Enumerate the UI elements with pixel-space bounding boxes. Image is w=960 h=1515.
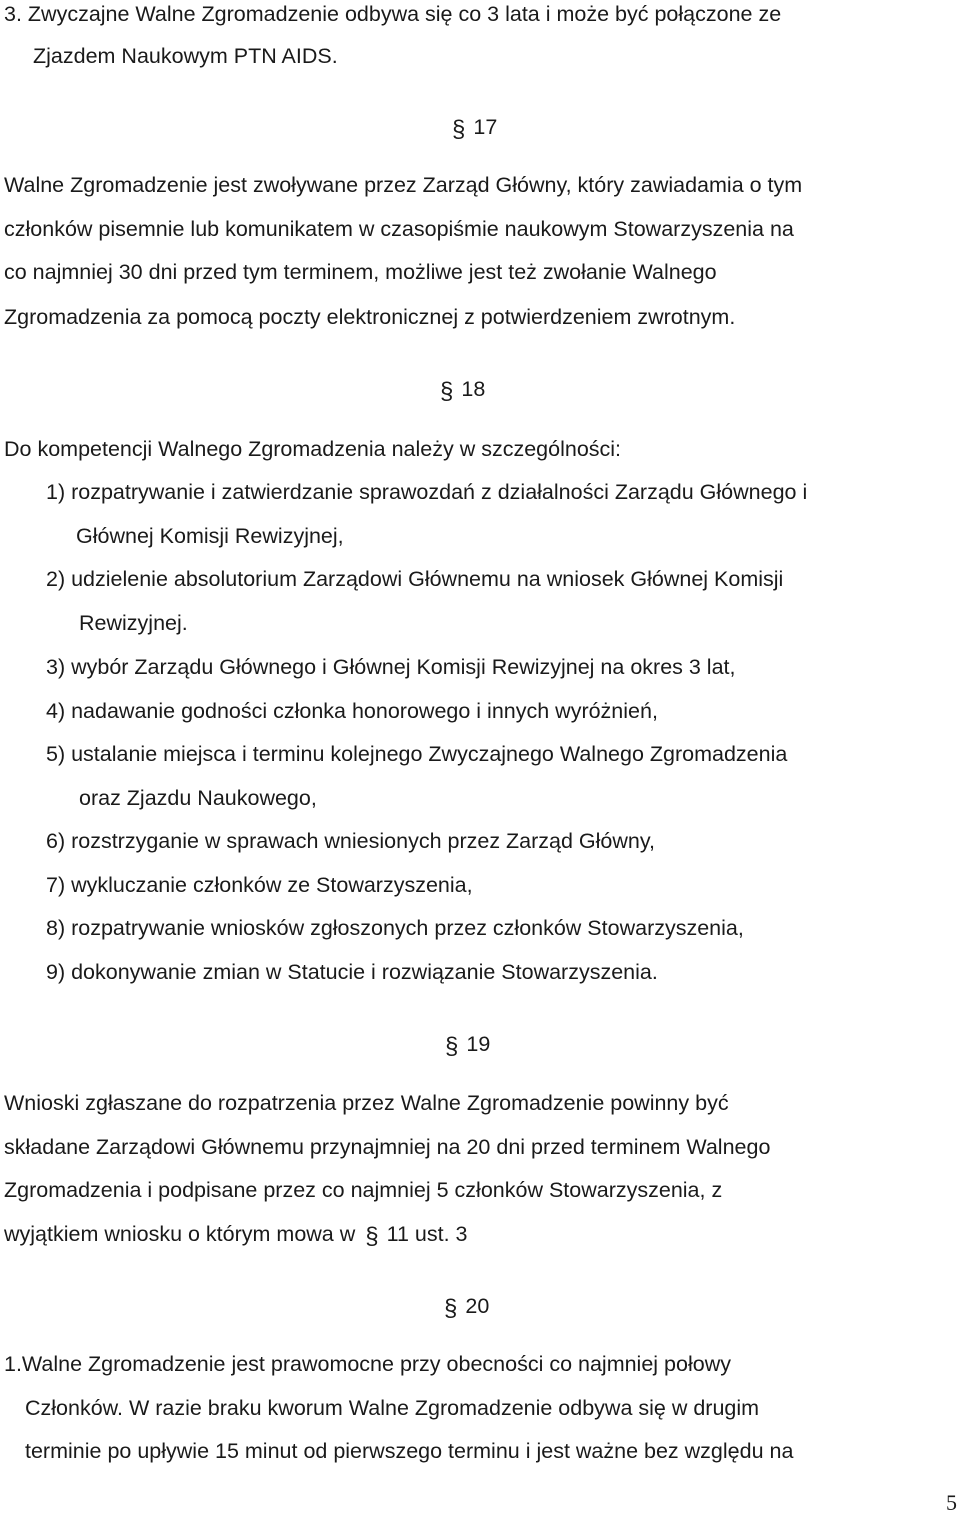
section-sign: §	[365, 1223, 379, 1250]
section-number: 17	[473, 115, 498, 139]
text-line: 1.Walne Zgromadzenie jest prawomocne przy obecności co najmniej połowy	[4, 1352, 731, 1376]
section-sign: §	[445, 1033, 459, 1060]
text-line: Członków. W razie braku kworum Walne Zgromadzenie odbywa się w drugim	[25, 1396, 760, 1420]
text-line: 3. Zwyczajne Walne Zgromadzenie odbywa się co 3 lata i może być połączone ze	[4, 2, 782, 26]
section-number: 18	[461, 377, 486, 401]
text-line: składane Zarządowi Głównemu przynajmniej na 20 dni przed terminem Walnego	[4, 1135, 771, 1159]
text-line: co najmniej 30 dni przed tym terminem, możliwe jest też zwołanie Walnego	[4, 260, 717, 284]
list-item: 4) nadawanie godności członka honorowego i innych wyróżnień,	[46, 699, 658, 723]
section-sign: §	[452, 116, 466, 143]
list-item: 5) ustalanie miejsca i terminu kolejnego Zwyczajnego Walnego Zgromadzenia	[46, 742, 788, 766]
section-heading-17	[452, 113, 497, 144]
text-line: Zgromadzenia za pomocą poczty elektronicznej z potwierdzeniem zwrotnym.	[4, 305, 736, 329]
section-heading-19	[445, 1030, 490, 1061]
list-item: 2) udzielenie absolutorium Zarządowi Głównemu na wniosek Głównej Komisji	[46, 567, 784, 591]
list-item: 7) wykluczanie członków ze Stowarzyszenia,	[46, 873, 473, 897]
text-line: Zgromadzenia i podpisane przez co najmniej 5 członków Stowarzyszenia, z	[4, 1178, 723, 1202]
text-segment: wyjątkiem wniosku o którym mowa w	[4, 1222, 356, 1246]
section-heading-20	[444, 1292, 489, 1323]
list-item-continuation: oraz Zjazdu Naukowego,	[79, 786, 317, 810]
list-item: 6) rozstrzyganie w sprawach wniesionych przez Zarząd Główny,	[46, 829, 656, 853]
text-segment: 11 ust. 3	[386, 1222, 468, 1246]
text-line: terminie po upływie 15 minut od pierwszego terminu i jest ważne bez względu na	[25, 1439, 794, 1463]
text-line: Wnioski zgłaszane do rozpatrzenia przez Walne Zgromadzenie powinny być	[4, 1091, 729, 1115]
section-heading-18	[440, 375, 485, 406]
page-number: 5	[946, 1490, 957, 1515]
text-line: Do kompetencji Walnego Zgromadzenia należy w szczególności:	[4, 437, 622, 461]
list-item: 9) dokonywanie zmian w Statucie i rozwiązanie Stowarzyszenia.	[46, 960, 658, 984]
list-item: 3) wybór Zarządu Głównego i Głównej Komisji Rewizyjnej na okres 3 lat,	[46, 655, 736, 679]
text-line	[4, 1220, 468, 1251]
section-sign: §	[440, 378, 454, 405]
text-line: Zjazdem Naukowym PTN AIDS.	[33, 44, 338, 68]
list-item-continuation: Głównej Komisji Rewizyjnej,	[76, 524, 344, 548]
list-item-continuation: Rewizyjnej.	[79, 611, 188, 635]
list-item: 8) rozpatrywanie wniosków zgłoszonych przez członków Stowarzyszenia,	[46, 916, 744, 940]
section-sign: §	[444, 1295, 458, 1322]
text-line: Walne Zgromadzenie jest zwoływane przez Zarząd Główny, który zawiadamia o tym	[4, 173, 803, 197]
section-number: 20	[465, 1294, 490, 1318]
section-number: 19	[466, 1032, 491, 1056]
text-line: członków pisemnie lub komunikatem w czasopiśmie naukowym Stowarzyszenia na	[4, 217, 794, 241]
list-item: 1) rozpatrywanie i zatwierdzanie sprawozdań z działalności Zarządu Głównego i	[46, 480, 808, 504]
